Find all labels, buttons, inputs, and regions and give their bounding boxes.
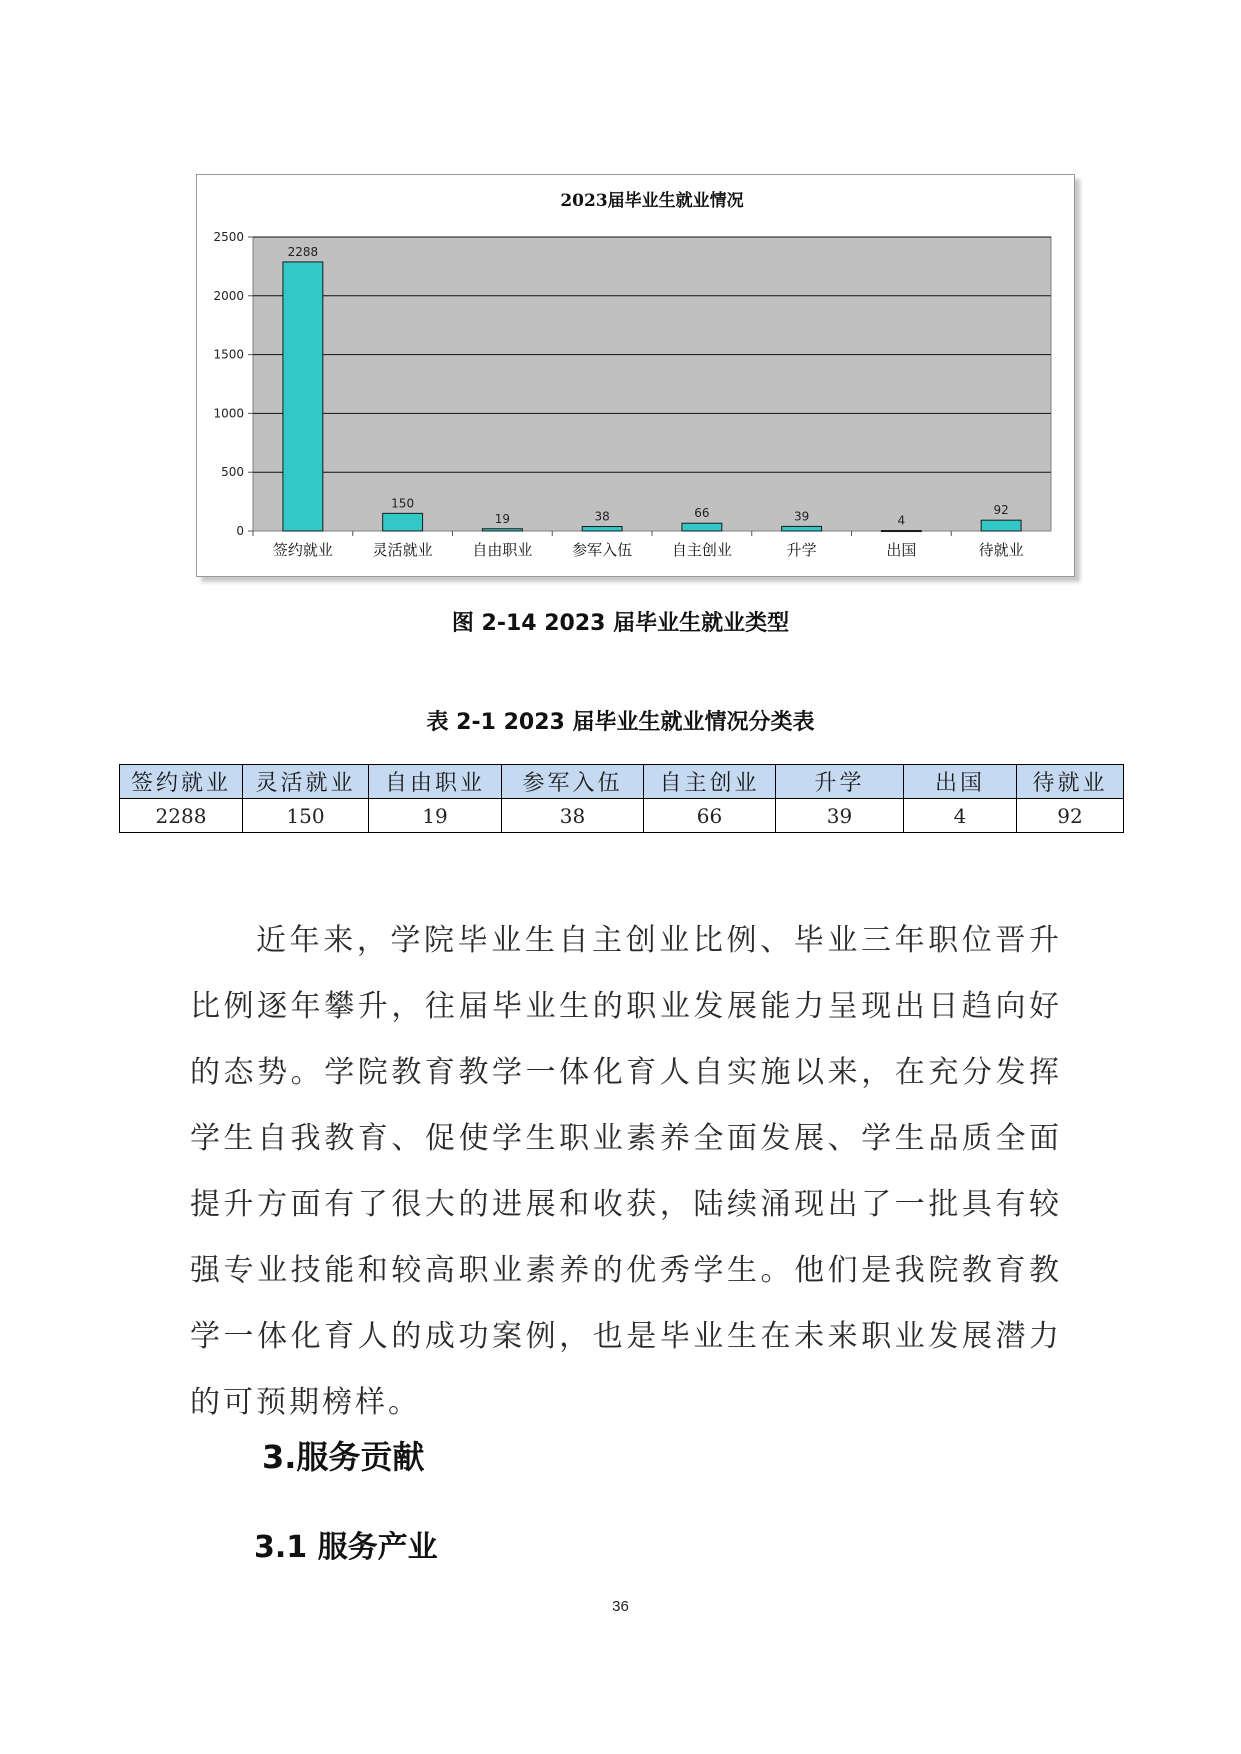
x-tick-label: 参军入伍 [572,541,633,559]
bar [782,526,822,531]
bar-chart [197,175,1074,576]
data-label: 66 [694,506,710,521]
page-number: 36 [612,1598,629,1615]
section-heading: 3.服务贡献 [262,1438,425,1476]
y-tick-label: 2000 [213,288,244,303]
table-header-cell: 出国 [904,765,1017,799]
table-header-cell: 参军入伍 [502,765,644,799]
figure-caption: 图 2-14 2023 届毕业生就业类型 [451,611,790,636]
table-header-cell: 灵活就业 [243,765,369,799]
x-tick-label: 自主创业 [671,541,732,559]
bar [981,520,1021,531]
chart-title: 2023届毕业生就业情况 [560,191,744,211]
data-label: 38 [594,509,610,524]
chart-frame [196,174,1075,577]
plot-area [253,237,1051,531]
table-cell: 4 [904,799,1017,833]
table-cell: 2288 [120,799,243,833]
x-tick-label: 灵活就业 [372,541,433,559]
x-tick-label: 自由职业 [472,541,533,559]
bar [881,531,921,532]
x-tick-label: 签约就业 [272,541,333,559]
table-caption: 表 2-1 2023 届毕业生就业情况分类表 [426,710,815,735]
data-label: 150 [391,496,415,511]
body-paragraph: 近年来，学院毕业生自主创业比例、毕业三年职位晋升比例逐年攀升，往届毕业生的职业发展能力呈现出日趋向好的态势。学院教育教学一体化育人自实施以来，在充分发挥学生自我教育、促使学生职业素养全面发展、学生品质全面提升方面有了很大的进展和收获，陆续涌现出了一批具有较强专业技能和较高职业素养的优秀学生。他们是我院教育教学一体化育人的成功案例，也是毕业生在未来职业发展潜力的可预期榜样。 [190,923,1062,1420]
data-label: 2288 [287,244,319,259]
x-tick-label: 升学 [786,541,817,559]
table-cell: 150 [243,799,369,833]
subsection-heading: 3.1 服务产业 [254,1530,438,1565]
bar [383,513,423,531]
bar [482,529,522,531]
y-tick-label: 1500 [213,347,244,362]
bar [582,527,622,531]
table-header-cell: 自由职业 [369,765,502,799]
table-cell: 92 [1017,799,1124,833]
table-header-cell: 自主创业 [644,765,776,799]
x-tick-label: 待就业 [978,541,1024,559]
data-label: 19 [494,511,511,526]
table-header-cell: 升学 [776,765,904,799]
table-cell: 38 [502,799,644,833]
y-tick-label: 0 [236,524,244,538]
y-tick-label: 2500 [213,230,244,244]
data-label: 4 [897,513,906,528]
y-tick-label: 1000 [213,406,244,421]
table-cell: 39 [776,799,904,833]
table-header-cell: 签约就业 [120,765,243,799]
table-row [120,799,1124,833]
table-cell: 66 [644,799,776,833]
bar [682,523,722,531]
x-tick-label: 出国 [886,541,917,559]
table-cell: 19 [369,799,502,833]
data-label: 39 [793,509,810,524]
bar [283,262,323,531]
table-header-row [120,765,1124,799]
y-tick-label: 500 [221,465,244,480]
table-header-cell: 待就业 [1017,765,1124,799]
data-label: 92 [993,503,1009,518]
employment-table [119,764,1124,833]
